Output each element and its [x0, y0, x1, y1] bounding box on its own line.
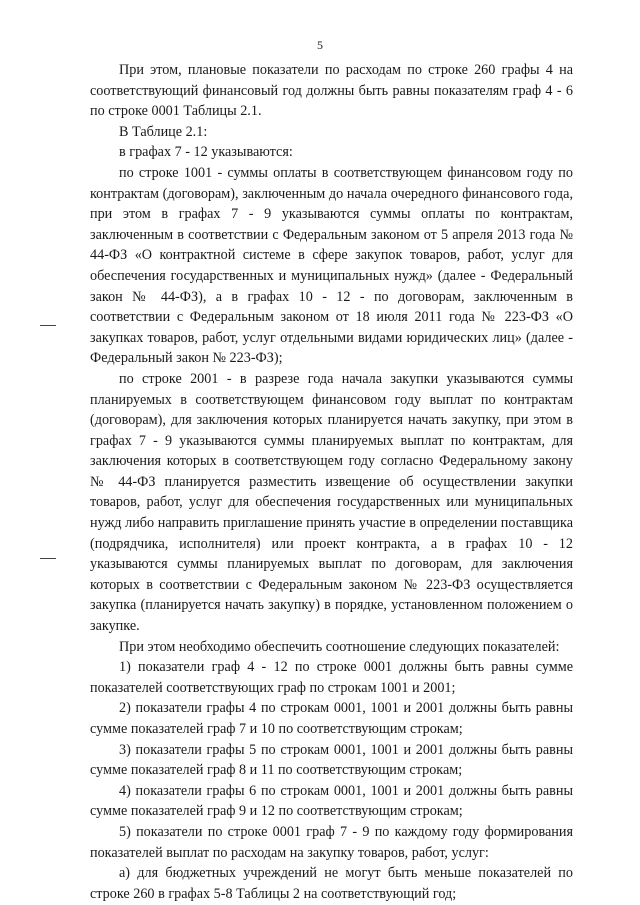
- paragraph: 2) показатели графы 4 по строкам 0001, 1001 и 2001 должны быть равны сумме показателей граф 7 и 10 по соответствующим строкам;: [90, 700, 573, 737]
- paragraph: 4) показатели графы 6 по строкам 0001, 1001 и 2001 должны быть равны сумме показателей граф 9 и 12 по соответствующим строкам;: [90, 782, 573, 820]
- paragraph: по строке 2001 - в разрезе года начала закупки указываются суммы планируемых в соответствующем финансовом году выплат по контрактам (договорам), для заключения которых планируется начать закупку, при этом в графах 7 - 9 указываются суммы планируемых выплат по контрактам, для заключения которых в соответствующем году согласно Федеральному закону № 44-ФЗ планируется разместить извещение об осуществлении закупки товаров, работ, услуг для обеспечения государственных или муниципальных нужд либо направить приглашение принять участие в определении поставщика (подрядчика, исполнителя) или проект контракта, а в графах 10 - 12 указываются суммы планируемых выплат по договорам, для заключения которых в соответствии с Федеральным законом № 223-ФЗ осуществляется закупка (планируется начать закупку) в порядке, установленном положением о закупке.: [90, 370, 573, 635]
- paragraph: 5) показатели по строке 0001 граф 7 - 9 по каждому году формирования показателей выплат по расходам на закупку товаров, работ, услуг:: [90, 823, 573, 861]
- paragraph: 3) показатели графы 5 по строкам 0001, 1001 и 2001 должны быть равны сумме показателей граф 8 и 11 по соответствующим строкам;: [90, 741, 573, 779]
- margin-mark: [40, 325, 56, 326]
- paragraph: 1) показатели граф 4 - 12 по строке 0001 должны быть равны сумме показателей соответствующих граф по строкам 1001 и 2001;: [90, 659, 573, 696]
- page-number: 5: [317, 38, 323, 52]
- paragraph: При этом необходимо обеспечить соотношение следующих показателей:: [119, 638, 560, 655]
- paragraph: При этом, плановые показатели по расходам по строке 260 графы 4 на соответствующий финансовый год должны быть равны показателям граф 4 - 6 по строке 0001 Таблицы 2.1.: [90, 62, 573, 120]
- paragraph: в графах 7 - 12 указываются:: [119, 144, 293, 161]
- paragraph: В Таблице 2.1:: [119, 123, 208, 140]
- margin-mark: [40, 558, 56, 559]
- paragraph: а) для бюджетных учреждений не могут быть меньше показателей по строке 260 в графах 5-8 Таблицы 2 на соответствующий год;: [90, 865, 573, 902]
- document-body: [90, 60, 573, 904]
- paragraph: по строке 1001 - суммы оплаты в соответствующем финансовом году по контрактам (договорам), заключенным до начала очередного финансового года, при этом в графах 7 - 9 указываются суммы оплаты по контрактам, заключенным в соответствии с Федеральным законом от 5 апреля 2013 года № 44-ФЗ «О контрактной системе в сфере закупок товаров, работ, услуг для обеспечения государственных и муниципальных нужд» (далее - Федеральный закон № 44-ФЗ), а в графах 10 - 12 - по договорам, заключенным в соответствии с Федеральным законом от 18 июля 2011 года № 223-ФЗ «О закупках товаров, работ, услуг отдельными видами юридических лиц» (далее - Федеральный закон № 223-ФЗ);: [90, 164, 573, 367]
